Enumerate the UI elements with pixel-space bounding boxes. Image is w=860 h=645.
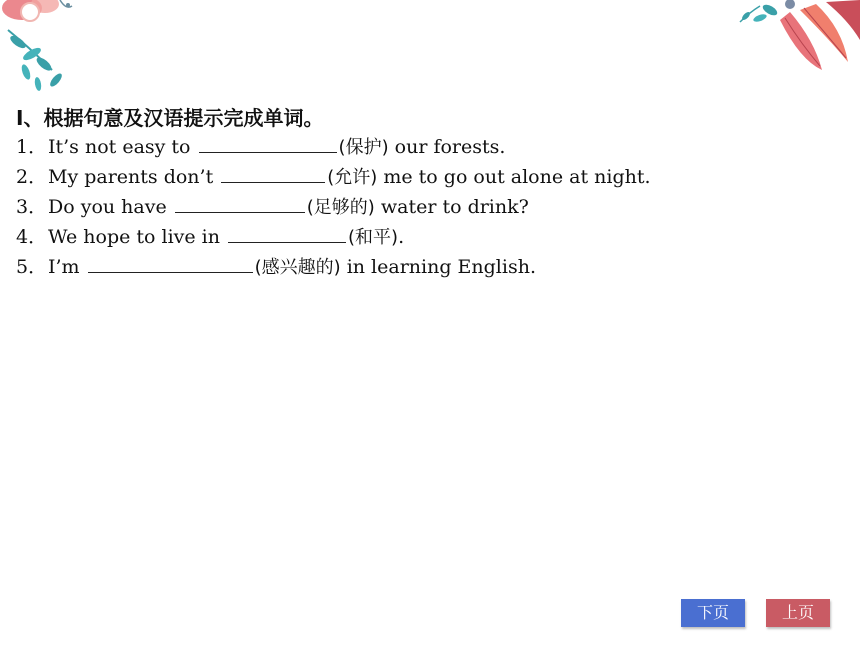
item-text-before: Do you have: [48, 196, 167, 218]
exercise-heading: Ⅰ、根据句意及汉语提示完成单词。: [16, 106, 324, 130]
chinese-hint: (感兴趣的): [254, 257, 341, 278]
item-text-after: .: [398, 226, 405, 248]
item-text-after: water to drink?: [380, 196, 529, 218]
exercise-item-5: [16, 252, 846, 282]
exercise-item-4: [16, 222, 846, 252]
exercise-item-1: [16, 132, 846, 162]
floral-corner-left-icon: [0, 0, 90, 95]
item-text-before: I’m: [48, 256, 80, 278]
item-text-before: My parents don’t: [48, 166, 214, 188]
chinese-hint: (允许): [327, 167, 378, 188]
item-number: 1．: [16, 136, 48, 158]
exercise-section: [16, 104, 846, 282]
answer-blank[interactable]: [88, 254, 253, 273]
item-text-before: It’s not easy to: [48, 136, 191, 158]
item-text-before: We hope to live in: [48, 226, 220, 248]
chinese-hint: (保护): [338, 137, 389, 158]
item-number: 4．: [16, 226, 48, 248]
answer-blank[interactable]: [199, 134, 337, 153]
chinese-hint: (和平): [348, 227, 399, 248]
chinese-hint: (足够的): [306, 197, 375, 218]
previous-page-button[interactable]: 上页: [766, 599, 830, 627]
exercise-item-2: [16, 162, 846, 192]
item-text-after: in learning English.: [346, 256, 536, 278]
item-text-after: our forests.: [394, 136, 506, 158]
answer-blank[interactable]: [175, 194, 305, 213]
item-number: 2．: [16, 166, 48, 188]
answer-blank[interactable]: [221, 164, 325, 183]
answer-blank[interactable]: [228, 224, 346, 243]
item-number: 3．: [16, 196, 48, 218]
exercise-item-3: [16, 192, 846, 222]
next-page-button[interactable]: 下页: [681, 599, 745, 627]
item-number: 5．: [16, 256, 48, 278]
item-text-after: me to go out alone at night.: [383, 166, 651, 188]
floral-corner-right-icon: [730, 0, 860, 75]
